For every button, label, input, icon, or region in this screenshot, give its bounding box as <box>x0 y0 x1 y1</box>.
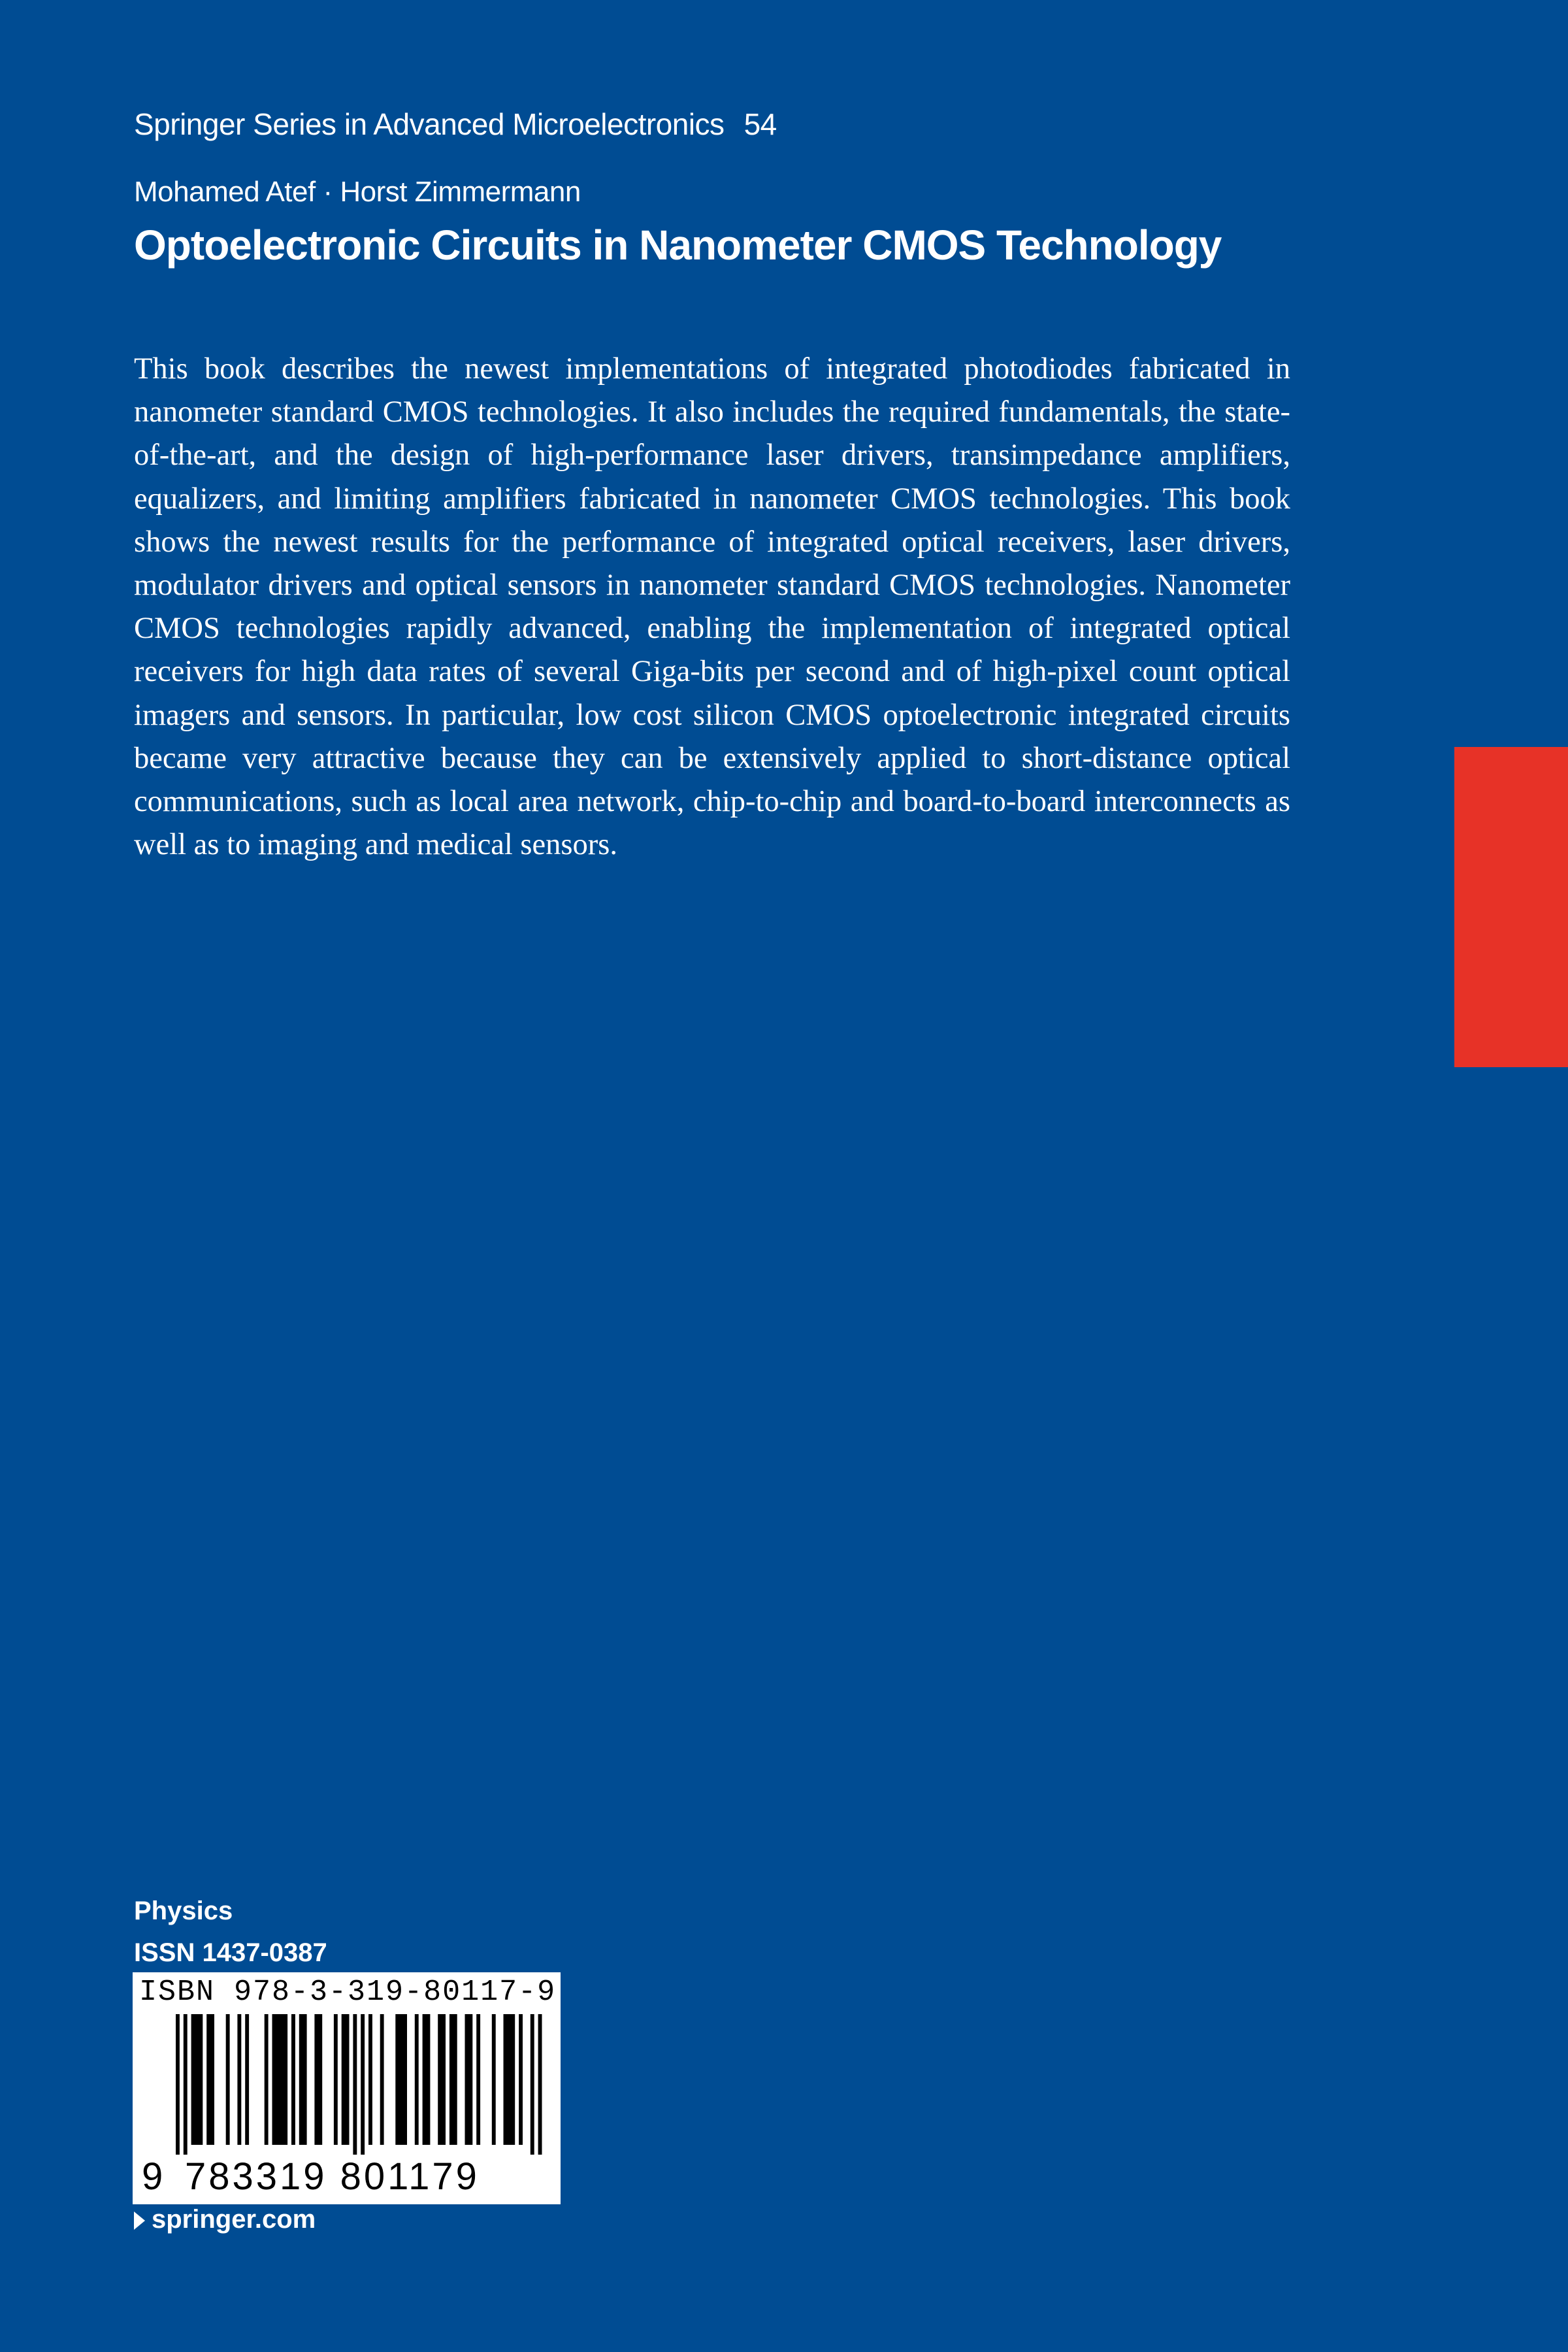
barcode-bar <box>380 2014 384 2145</box>
barcode-bar <box>237 2014 241 2145</box>
ean-digits: 783319 801179 <box>185 2155 480 2198</box>
barcode-bar <box>519 2014 523 2145</box>
barcode-panel <box>133 1972 561 2204</box>
barcode-bar <box>449 2014 457 2145</box>
barcode-bar <box>342 2014 350 2145</box>
barcode-bar <box>206 2014 214 2145</box>
barcode-bar <box>476 2014 480 2145</box>
isbn-label: ISBN 978-3-319-80117-9 <box>139 1976 557 2009</box>
barcode-bar <box>265 2014 269 2145</box>
series-name: Springer Series in Advanced Microelectronics <box>134 107 725 141</box>
book-title: Optoelectronic Circuits in Nanometer CMOS Technology <box>134 222 1222 269</box>
barcode-bar <box>415 2014 419 2145</box>
subject-category: Physics <box>134 1897 233 1925</box>
barcode-image <box>133 2014 561 2158</box>
authors: Mohamed Atef · Horst Zimmermann <box>134 176 581 208</box>
book-description: This book describes the newest implementations of integrated photodiodes fabricated in nanometer standard CMOS technologies. It also includes the required fundamentals, the state-of-the-art, and the design of high-performance laser drivers, transimpedance amplifiers, equalizers, and limiting amplifiers fabricated in nanometer CMOS technologies. This book shows the newest results for the performance of integrated optical receivers, laser drivers, modulator drivers and optical sensors in nanometer standard CMOS technologies. Nanometer CMOS technologies rapidly advanced, enabling the implementation of integrated optical receivers for high data rates of several Giga-bits per second and of high-pixel count optical imagers and sensors. In particular, low cost silicon CMOS optoelectronic integrated circuits became very attractive because they can be extensively applied to short-distance optical communications, such as local area network, chip-to-chip and board-to-board interconnects as well as to imaging and medical sensors. <box>134 352 1290 862</box>
arrow-right-icon <box>134 2211 145 2230</box>
series-number: 54 <box>743 107 777 141</box>
barcode-bar <box>272 2014 288 2145</box>
barcode-bar <box>245 2014 249 2145</box>
website-label: springer.com <box>152 2205 316 2234</box>
barcode-bar <box>438 2014 446 2145</box>
red-accent-tab <box>1454 747 1568 1067</box>
barcode-bar <box>291 2014 295 2145</box>
barcode-bar <box>191 2014 203 2145</box>
barcode-bar <box>353 2014 357 2155</box>
springer-link[interactable] <box>134 2202 316 2236</box>
barcode-bar <box>423 2014 431 2145</box>
barcode-bar <box>504 2014 515 2145</box>
ean-first-digit: 9 <box>142 2155 163 2198</box>
barcode-bar <box>465 2014 473 2145</box>
barcode-bar <box>361 2014 365 2155</box>
barcode-bar <box>334 2014 338 2145</box>
barcode-bar <box>368 2014 372 2145</box>
barcode-bar <box>492 2014 496 2145</box>
barcode-bar <box>184 2014 188 2155</box>
barcode-bar <box>314 2014 322 2145</box>
barcode-bar <box>531 2014 534 2155</box>
barcode-bar <box>538 2014 542 2155</box>
barcode-bar <box>395 2014 407 2145</box>
barcode-bar <box>176 2014 180 2155</box>
issn: ISSN 1437-0387 <box>134 1938 327 1967</box>
barcode-bar <box>299 2014 307 2145</box>
series-line <box>134 105 777 144</box>
barcode-bar <box>226 2014 230 2145</box>
